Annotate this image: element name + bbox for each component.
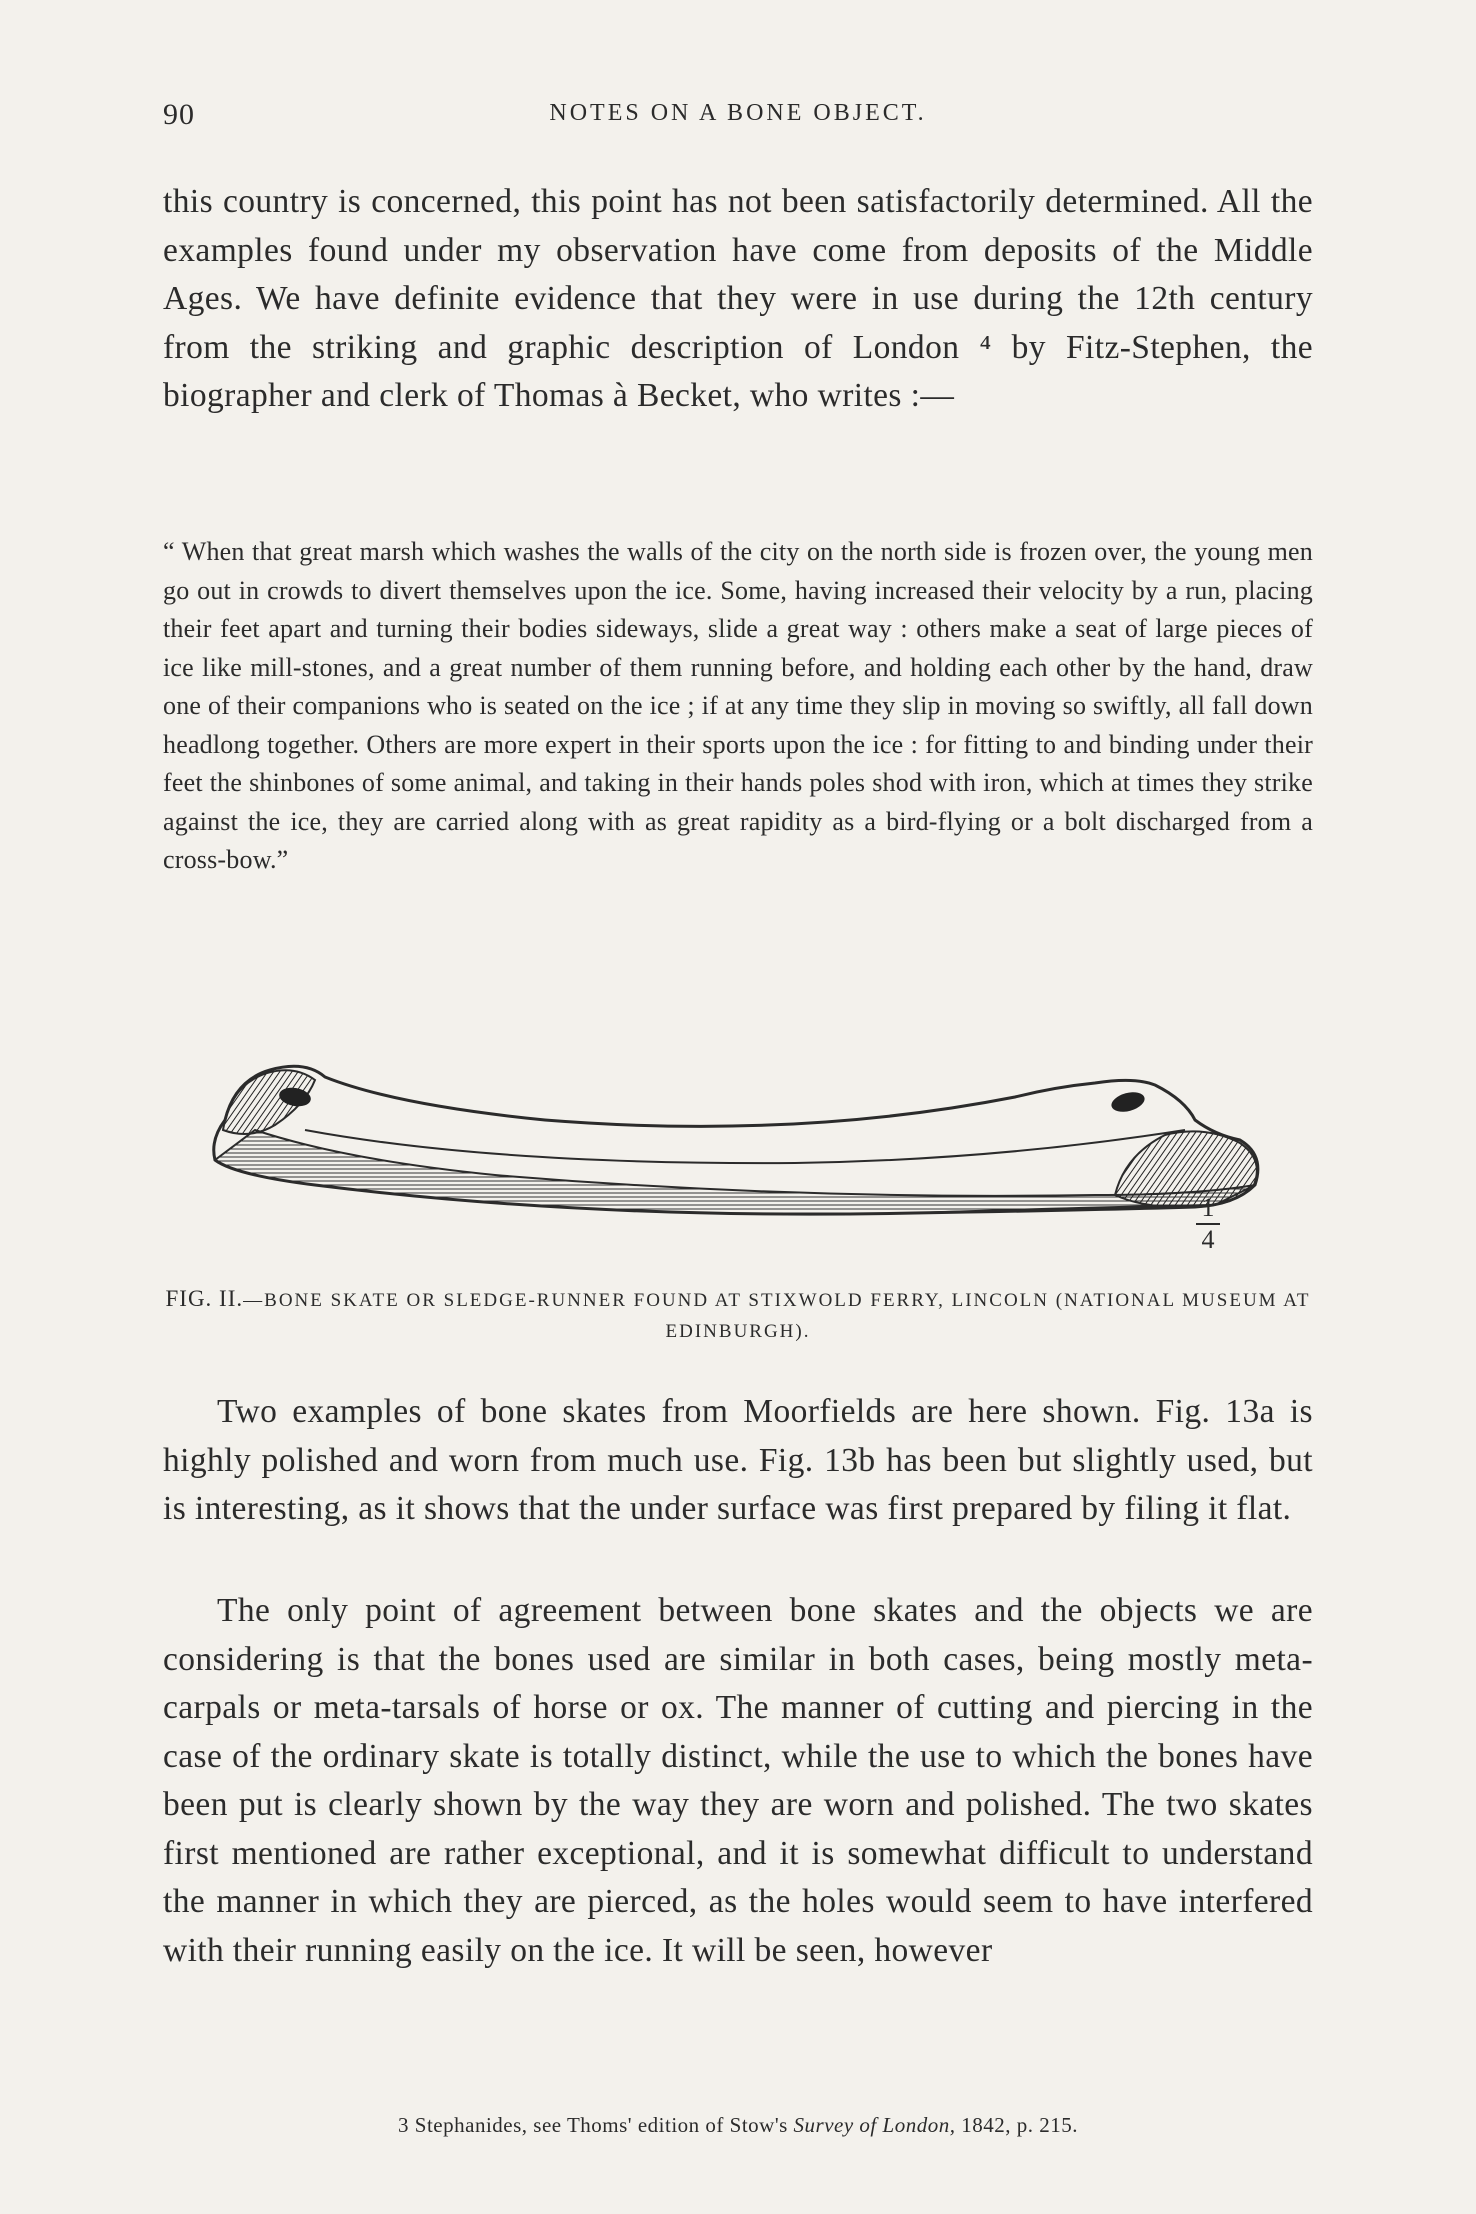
figure-caption-text: —BONE SKATE OR SLEDGE-RUNNER FOUND AT STIXWOLD FERRY, LINCOLN (NATIONAL MUSEUM AT EDINBURGH). [243,1290,1311,1342]
figure-label: FIG. II. [165,1286,244,1311]
paragraph-2-text: Two examples of bone skates from Moorfields are here shown. Fig. 13a is highly polished and worn from much use. Fig. 13b has been but slightly used, but is interesting, as it shows that the under surface was first prepared by filing it flat. [163,1393,1313,1527]
footnote-citation: 1842, p. 215. [961,2113,1078,2137]
running-title: NOTES ON A BONE OBJECT. [549,100,927,126]
paragraph-3 [163,1587,1313,1975]
footnote [0,2113,1476,2138]
scale-numerator: 1 [1201,1193,1215,1222]
figure-caption [163,1283,1313,1347]
paragraph-1 [163,178,1313,421]
page-number: 90 [163,98,195,131]
footnote-title: Survey of London, [793,2113,956,2137]
scale-fraction [1188,1195,1228,1253]
scale-denominator: 4 [1201,1225,1215,1254]
paragraph-1-text: this country is concerned, this point has not been satisfactorily determined. All the examples found under my observation have come from deposits of the Middle Ages. We have definite evidence that they were in use during the 12th century from the striking and graphic description of London ⁴ by Fitz-Stephen, the biographer and clerk of Thomas à Becket, who writes :— [163,183,1313,414]
paragraph-2 [163,1388,1313,1534]
footnote-text: Stephanides, see Thoms' edition of Stow's [414,2113,788,2137]
footnote-number: 3 [398,2113,410,2137]
paragraph-3-text: The only point of agreement between bone skates and the objects we are considering is that the bones used are similar in both cases, being mostly meta-carpals or meta-tarsals of horse or ox. The manner of cutting and piercing in the case of the ordinary skate is totally distinct, while the use to which the bones have been put is clearly shown by the way they are worn and polished. The two skates first mentioned are rather exceptional, and it is somewhat difficult to understand the manner in which they are pierced, as the holes would seem to have interfered with their running easily on the ice. It will be seen, however [163,1592,1313,1969]
bone-skate-illustration [195,1035,1275,1255]
block-quote: “ When that great marsh which washes the walls of the city on the north side is frozen over, the young men go out in crowds to divert themselves upon the ice. Some, having increased their velocity by a run, placing their feet apart and turning their bodies sideways, slide a great way : others make a seat of large pieces of ice like mill-stones, and a great number of them running before, and holding each other by the hand, draw one of their companions who is seated on the ice ; if at any time they slip in moving so swiftly, all fall down headlong together. Others are more expert in their sports upon the ice : for fitting to and binding under their feet the shinbones of some animal, and taking in their hands poles shod with iron, which at times they strike against the ice, they are carried along with as great rapidity as a bird-flying or a bolt discharged from a cross-bow.” [163,537,1313,874]
